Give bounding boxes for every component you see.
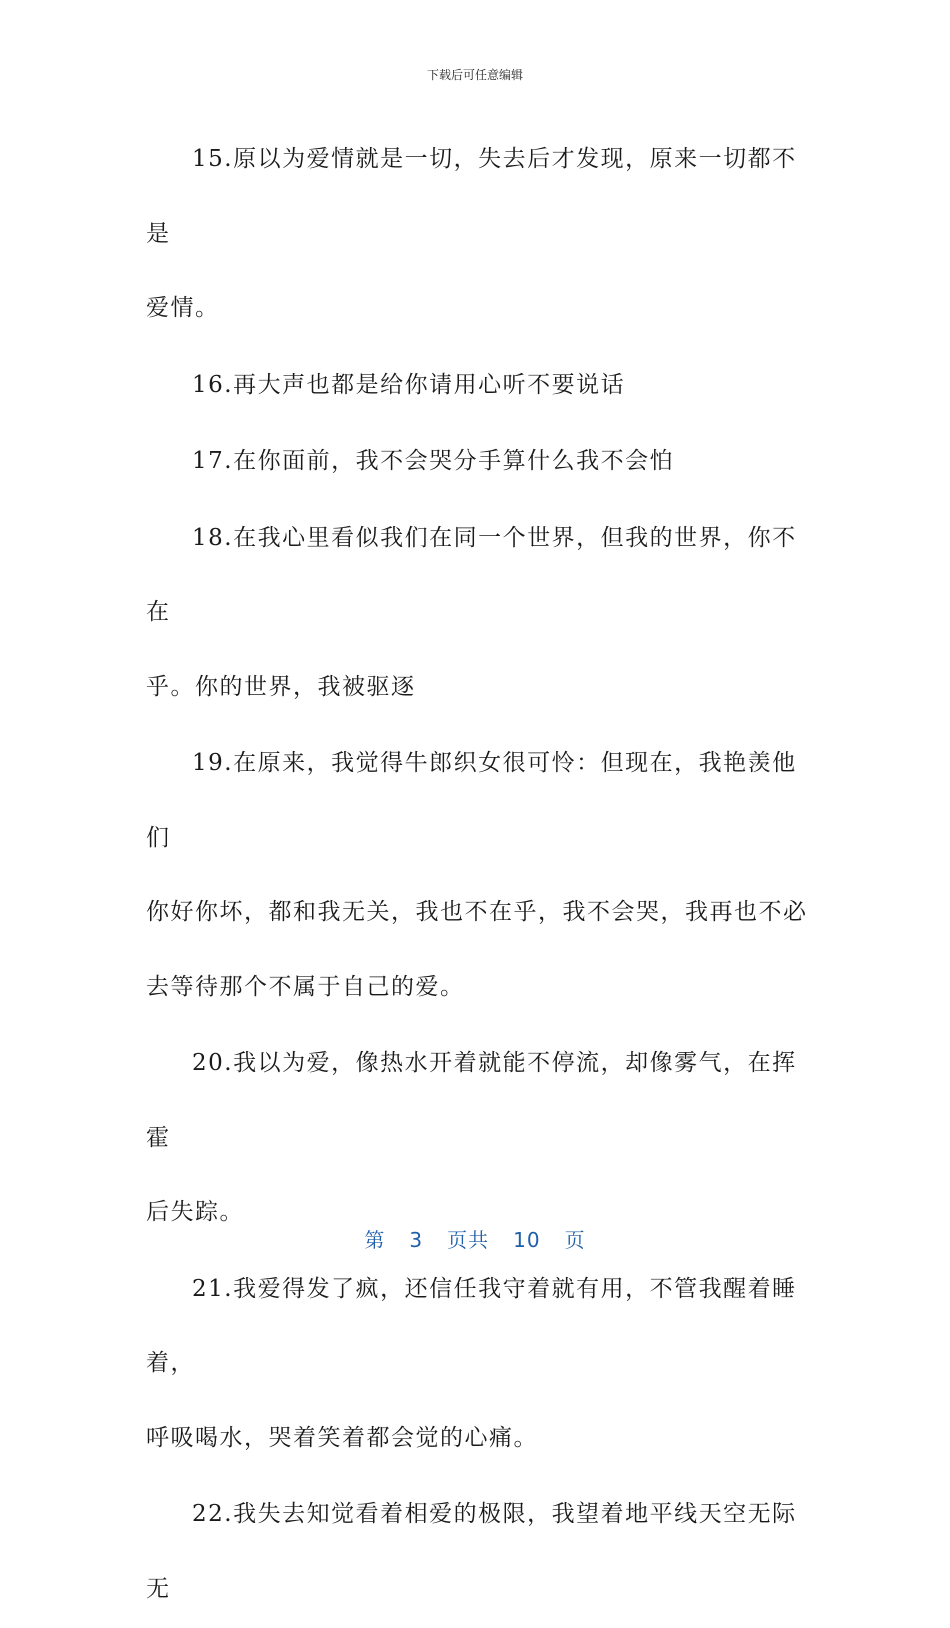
paragraph-line: 呼吸喝水，哭着笑着都会觉的心痛。 [146, 1424, 538, 1451]
paragraph-line: 22.我失去知觉看着相爱的极限，我望着地平线天空无际无 [146, 1501, 797, 1602]
paragraph-15 [146, 122, 816, 346]
footer-total-pages: 10 [513, 1228, 541, 1252]
footer-label-page: 第 [364, 1228, 386, 1252]
paragraph-line: 20.我以为爱，像热水开着就能不停流，却像雾气，在挥霍 [146, 1050, 797, 1151]
paragraph-line: 去等待那个不属于自己的爱。 [146, 973, 465, 1000]
document-body [146, 122, 816, 1628]
paragraph-18 [146, 501, 816, 725]
paragraph-19 [146, 726, 816, 1024]
footer-label-of: 页共 [447, 1228, 490, 1252]
paragraph-line: 19.在原来，我觉得牛郎织女很可怜：但现在，我艳羡他们 [146, 750, 797, 851]
paragraph-line: 爱情。 [146, 295, 220, 321]
page-footer [0, 1224, 950, 1253]
header-note: 下载后可任意编辑 [426, 68, 523, 82]
paragraph-line: 后失踪。 [146, 1199, 244, 1225]
paragraph-line: 你好你坏，都和我无关，我也不在乎，我不会哭，我再也不必 [146, 899, 808, 925]
paragraph-22 [146, 1477, 816, 1626]
paragraph-line: 17.在你面前，我不会哭分手算什么我不会怕 [192, 448, 675, 474]
paragraph-line: 16.再大声也都是给你请用心听不要说话 [192, 371, 626, 398]
paragraph-line: 乎。你的世界，我被驱逐 [146, 673, 416, 700]
paragraph-21 [146, 1252, 816, 1476]
paragraph-17 [146, 424, 816, 499]
footer-label-end: 页 [564, 1228, 586, 1252]
paragraph-line: 21.我爱得发了疯，还信任我守着就有用，不管我醒着睡着， [146, 1275, 797, 1376]
paragraph-line: 18.在我心里看似我们在同一个世界，但我的世界，你不在 [146, 524, 797, 625]
paragraph-20 [146, 1026, 816, 1250]
paragraph-16 [146, 348, 816, 423]
footer-current-page: 3 [409, 1228, 424, 1252]
paragraph-line: 15.原以为爱情就是一切，失去后才发现，原来一切都不是 [146, 146, 797, 247]
